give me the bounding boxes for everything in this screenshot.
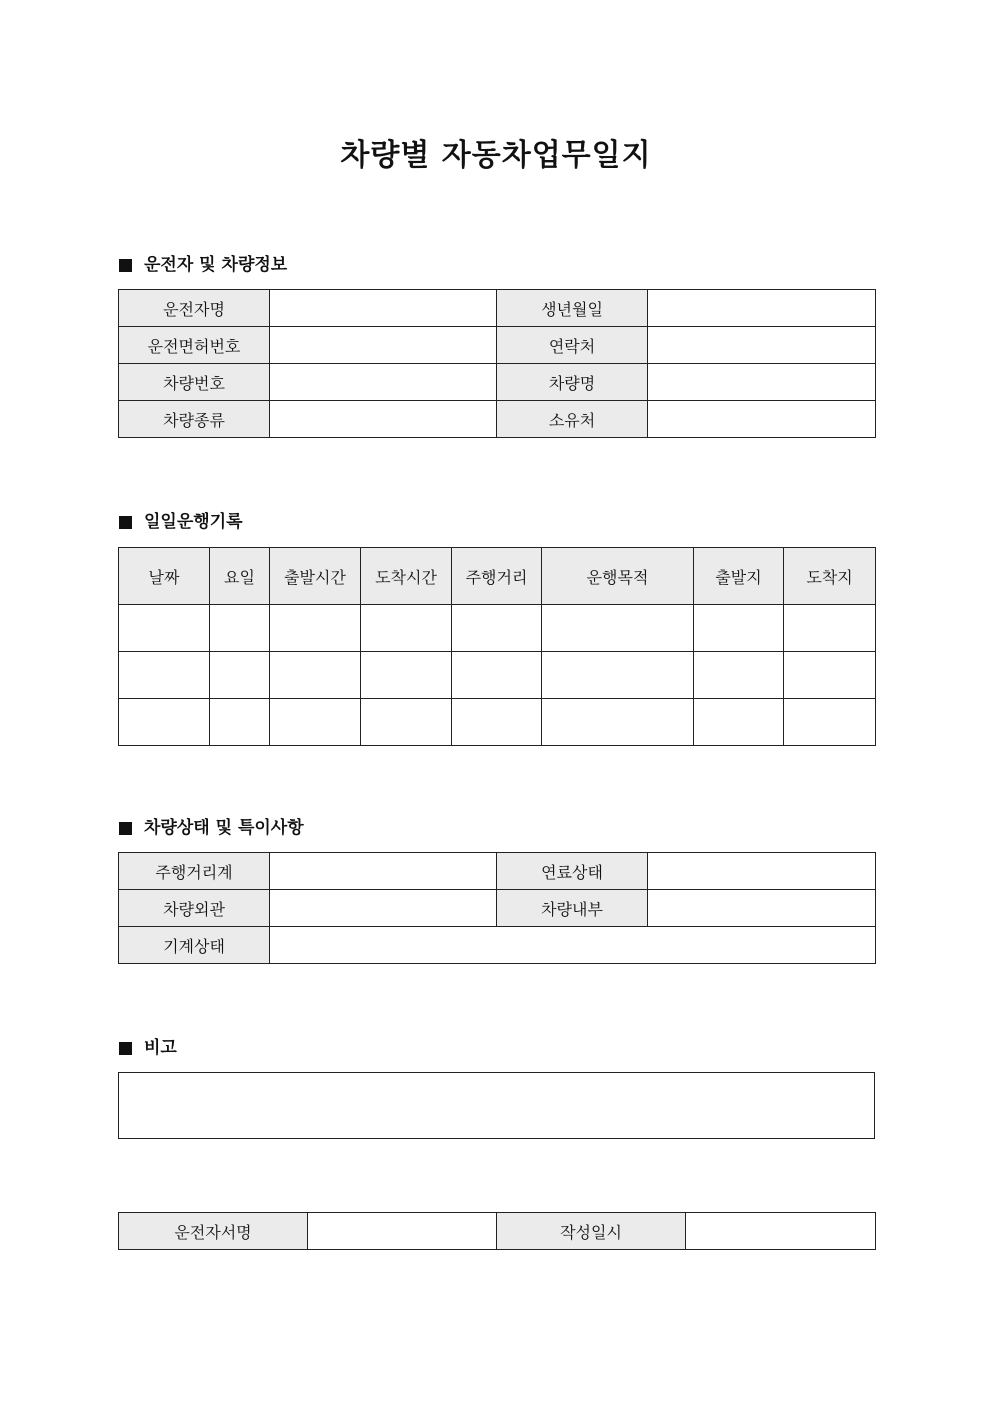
header-distance: 주행거리 — [452, 548, 542, 605]
vehicle-condition-table — [118, 852, 876, 964]
table-row — [119, 890, 876, 927]
written-date-field[interactable] — [686, 1213, 876, 1250]
square-bullet-icon — [119, 1042, 132, 1055]
origin-cell[interactable] — [694, 652, 784, 699]
square-bullet-icon — [119, 516, 132, 529]
section-heading-log-text: 일일운행기록 — [144, 512, 243, 532]
table-row — [119, 853, 876, 890]
label-driver-name: 운전자명 — [119, 290, 270, 327]
table-row — [119, 290, 876, 327]
origin-cell[interactable] — [694, 605, 784, 652]
owner-field[interactable] — [648, 401, 876, 438]
header-departure-time: 출발시간 — [270, 548, 361, 605]
destination-cell[interactable] — [784, 699, 876, 746]
table-header-row — [119, 548, 876, 605]
odometer-field[interactable] — [270, 853, 497, 890]
section-heading-info — [119, 253, 287, 277]
label-fuel-status: 연료상태 — [497, 853, 648, 890]
label-odometer: 주행거리계 — [119, 853, 270, 890]
square-bullet-icon — [119, 822, 132, 835]
section-heading-info-text: 운전자 및 차량정보 — [144, 255, 288, 275]
header-purpose: 운행목적 — [542, 548, 694, 605]
label-exterior: 차량외관 — [119, 890, 270, 927]
fuel-status-field[interactable] — [648, 853, 876, 890]
section-heading-log — [119, 510, 243, 534]
label-birth-date: 생년월일 — [497, 290, 648, 327]
weekday-cell[interactable] — [210, 699, 270, 746]
table-row — [119, 699, 876, 746]
arrival-time-cell[interactable] — [361, 699, 452, 746]
label-written-date: 작성일시 — [497, 1213, 686, 1250]
arrival-time-cell[interactable] — [361, 605, 452, 652]
purpose-cell[interactable] — [542, 652, 694, 699]
vehicle-number-field[interactable] — [270, 364, 497, 401]
destination-cell[interactable] — [784, 652, 876, 699]
document-title: 차량별 자동차업무일지 — [340, 138, 652, 173]
label-mechanical-status: 기계상태 — [119, 927, 270, 964]
section-heading-remarks-text: 비고 — [144, 1038, 177, 1058]
section-heading-remarks — [119, 1036, 177, 1060]
vehicle-type-field[interactable] — [270, 401, 497, 438]
table-row — [119, 364, 876, 401]
header-destination: 도착지 — [784, 548, 876, 605]
table-row — [119, 927, 876, 964]
date-cell[interactable] — [119, 652, 210, 699]
departure-time-cell[interactable] — [270, 605, 361, 652]
header-weekday: 요일 — [210, 548, 270, 605]
driver-signature-field[interactable] — [308, 1213, 497, 1250]
label-interior: 차량내부 — [497, 890, 648, 927]
distance-cell[interactable] — [452, 605, 542, 652]
table-row — [119, 327, 876, 364]
contact-field[interactable] — [648, 327, 876, 364]
origin-cell[interactable] — [694, 699, 784, 746]
birth-date-field[interactable] — [648, 290, 876, 327]
exterior-field[interactable] — [270, 890, 497, 927]
table-row — [119, 1213, 876, 1250]
interior-field[interactable] — [648, 890, 876, 927]
table-row — [119, 605, 876, 652]
arrival-time-cell[interactable] — [361, 652, 452, 699]
date-cell[interactable] — [119, 699, 210, 746]
section-heading-condition-text: 차량상태 및 특이사항 — [144, 818, 304, 838]
header-arrival-time: 도착시간 — [361, 548, 452, 605]
departure-time-cell[interactable] — [270, 699, 361, 746]
driving-log-table — [118, 547, 876, 746]
table-row — [119, 652, 876, 699]
label-contact: 연락처 — [497, 327, 648, 364]
purpose-cell[interactable] — [542, 699, 694, 746]
header-origin: 출발지 — [694, 548, 784, 605]
purpose-cell[interactable] — [542, 605, 694, 652]
driver-name-field[interactable] — [270, 290, 497, 327]
section-heading-condition — [119, 816, 304, 840]
mechanical-status-field[interactable] — [270, 927, 876, 964]
label-license-number: 운전면허번호 — [119, 327, 270, 364]
distance-cell[interactable] — [452, 652, 542, 699]
label-vehicle-number: 차량번호 — [119, 364, 270, 401]
departure-time-cell[interactable] — [270, 652, 361, 699]
weekday-cell[interactable] — [210, 652, 270, 699]
header-date: 날짜 — [119, 548, 210, 605]
distance-cell[interactable] — [452, 699, 542, 746]
label-vehicle-type: 차량종류 — [119, 401, 270, 438]
label-owner: 소유처 — [497, 401, 648, 438]
license-number-field[interactable] — [270, 327, 497, 364]
square-bullet-icon — [119, 259, 132, 272]
date-cell[interactable] — [119, 605, 210, 652]
label-vehicle-name: 차량명 — [497, 364, 648, 401]
signature-table — [118, 1212, 876, 1250]
info-table — [118, 289, 876, 438]
vehicle-name-field[interactable] — [648, 364, 876, 401]
label-driver-signature: 운전자서명 — [119, 1213, 308, 1250]
table-row — [119, 401, 876, 438]
remarks-field[interactable] — [118, 1072, 875, 1139]
destination-cell[interactable] — [784, 605, 876, 652]
weekday-cell[interactable] — [210, 605, 270, 652]
